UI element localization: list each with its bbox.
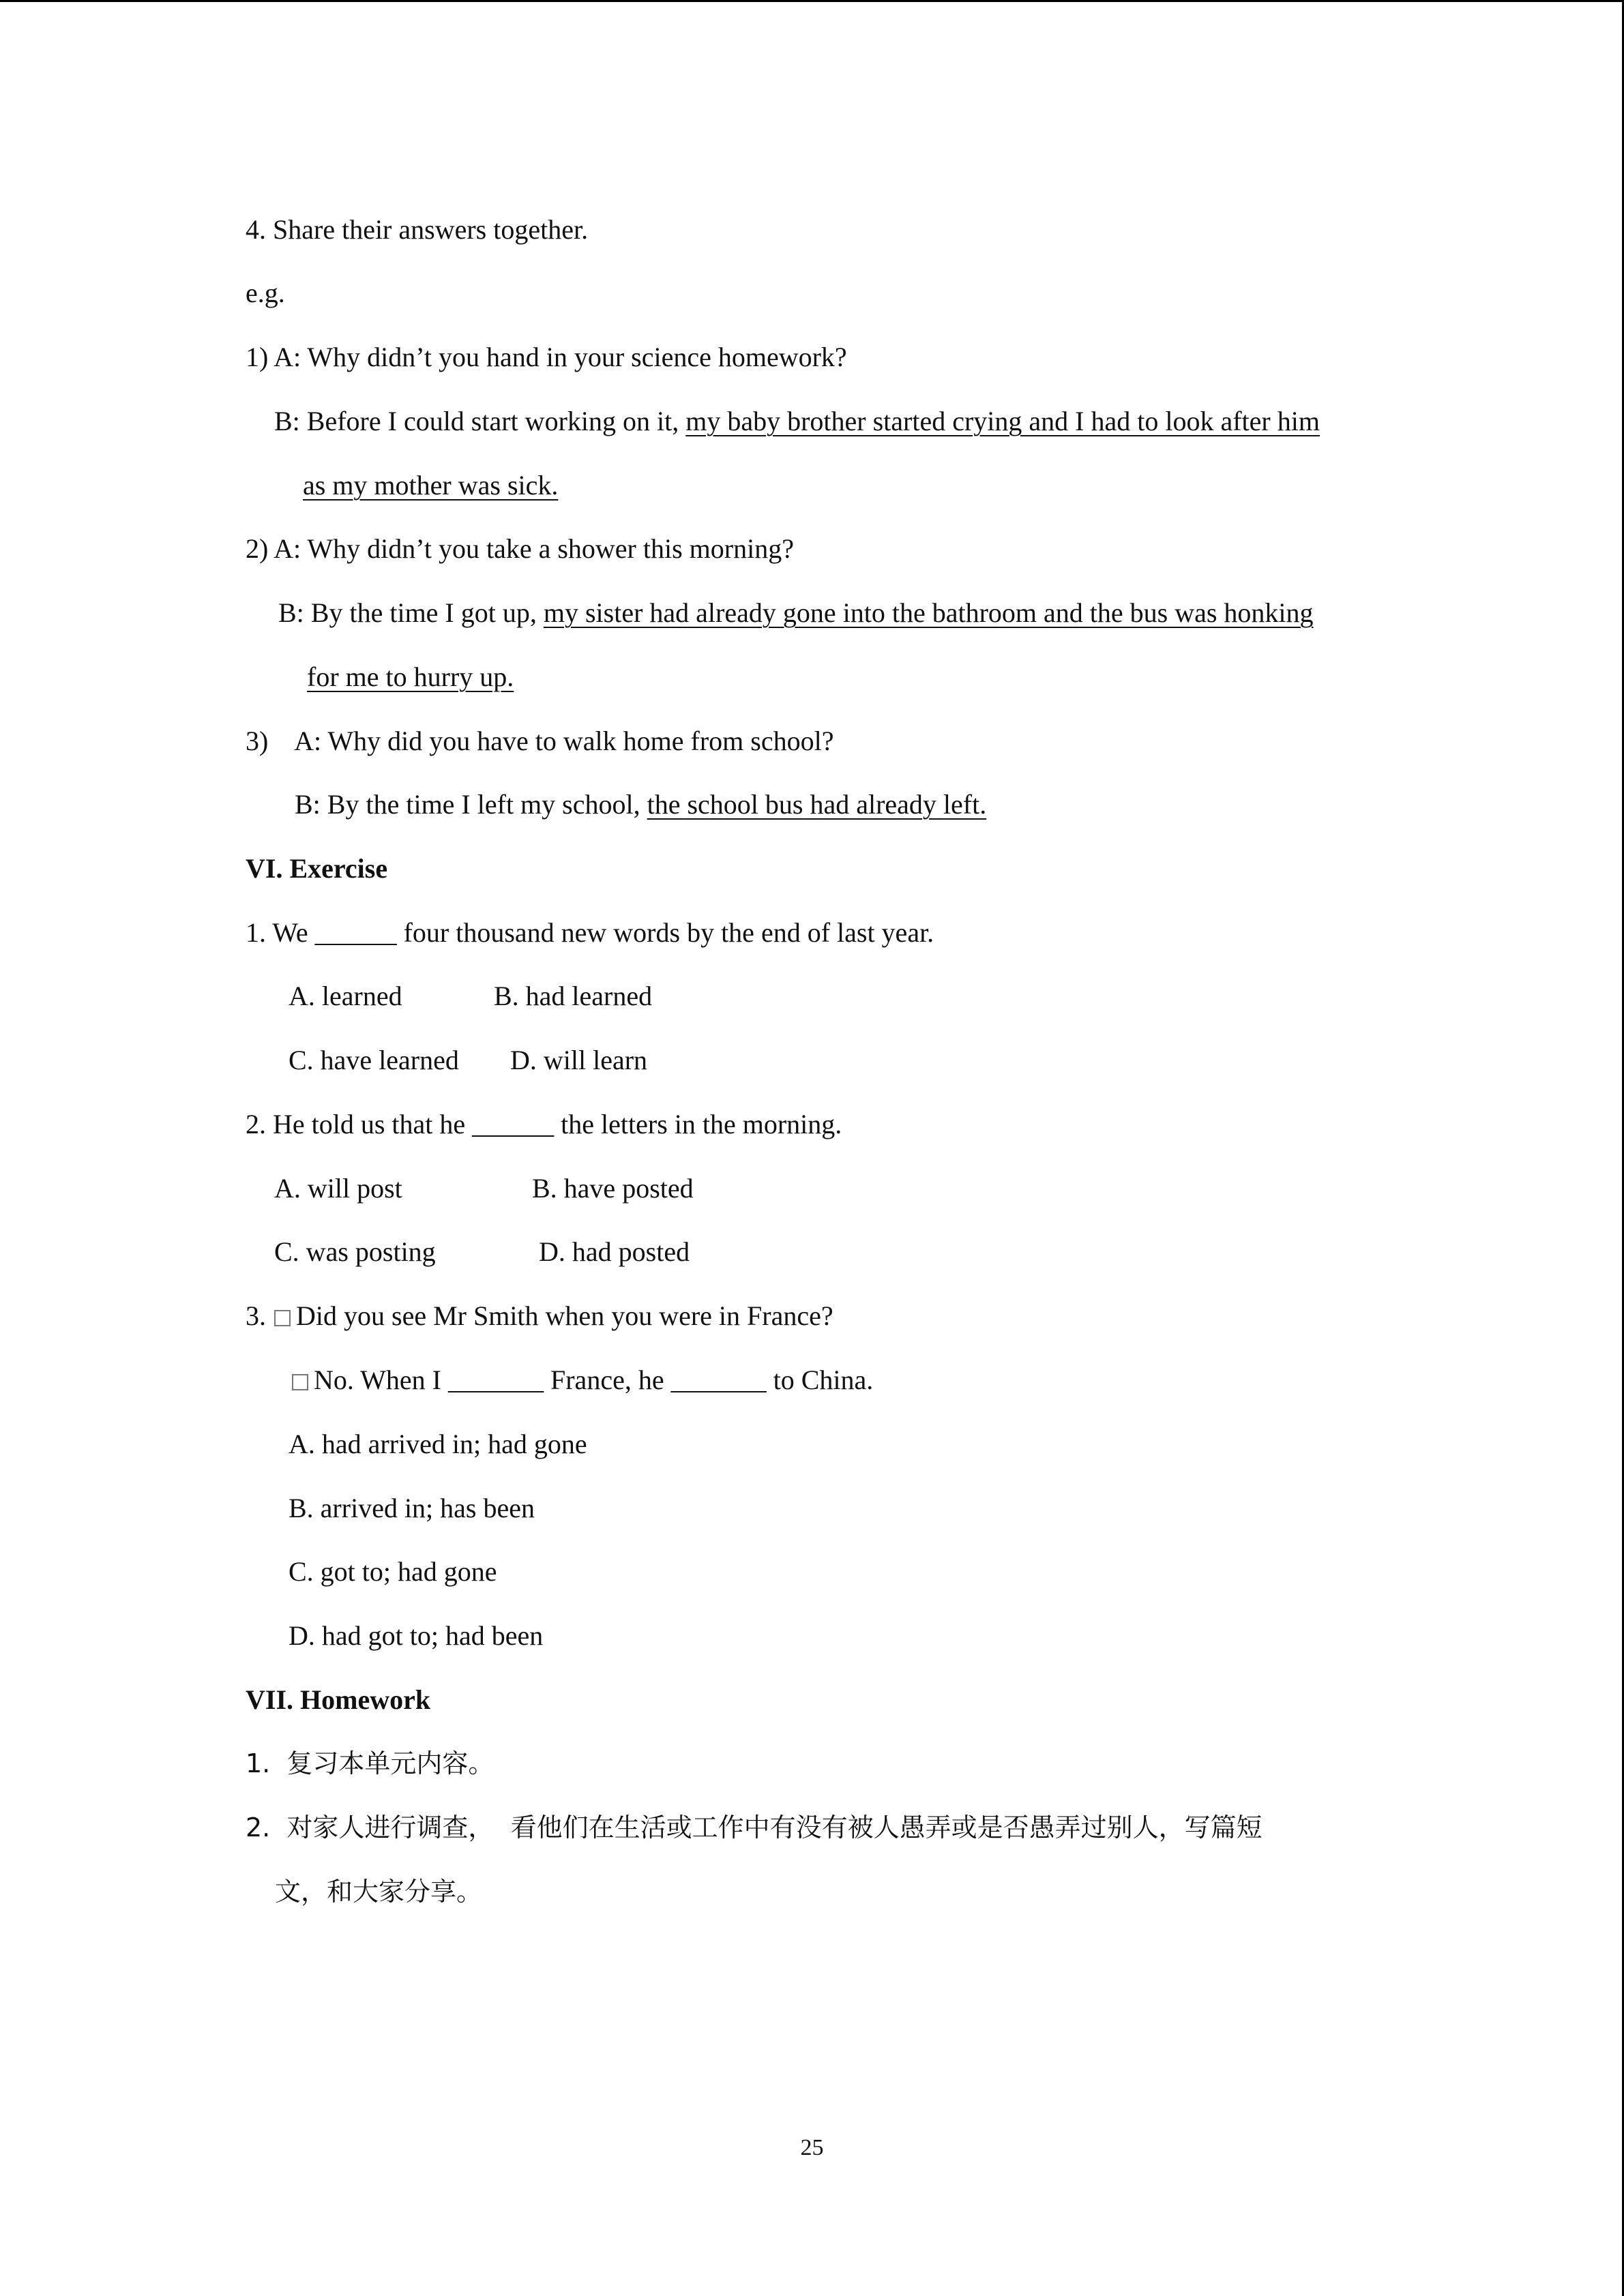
exercise-3-option-d: D. had got to; had been (289, 1620, 544, 1651)
dialogue-2-question: 2) A: Why didn’t you take a shower this morning? (246, 533, 794, 564)
dialogue-1-answer-continued (303, 469, 558, 502)
homework-heading: VII. Homework (246, 1684, 431, 1715)
exercise-3-question-text: Did you see Mr Smith when you were in France? (296, 1300, 833, 1331)
exercise-1-option-c: C. have learned (289, 1045, 459, 1075)
dialogue-1-answer-prefix: B: Before I could start working on it, (274, 406, 686, 436)
exercise-1-question: 1. We ______ four thousand new words by the end of last year. (246, 917, 934, 948)
dialogue-1-answer-underlined: my baby brother started crying and I had to look after him (685, 406, 1320, 436)
page-number: 25 (800, 2135, 824, 2160)
exercise-2-question: 2. He told us that he ______ the letters in the morning. (246, 1109, 842, 1139)
homework-item-1: 1. 复习本单元内容。 (246, 1748, 494, 1778)
exercise-3-option-c: C. got to; had gone (289, 1556, 497, 1587)
eg-label: e.g. (246, 278, 285, 308)
dialogue-1-answer (274, 405, 1320, 438)
dialogue-2-answer-underlined: my sister had already gone into the bathroom and the bus was honking (543, 597, 1314, 628)
exercise-heading: VI. Exercise (246, 853, 388, 884)
dialogue-3-answer-prefix: B: By the time I left my school, (295, 789, 647, 820)
homework-item-2: 2. 对家人进行调查， 看他们在生活或工作中有没有被人愚弄或是否愚弄过别人，写篇短 (246, 1813, 1263, 1843)
dialogue-2-answer-prefix: B: By the time I got up, (278, 597, 544, 628)
dialogue-2-answer-continued (307, 661, 514, 694)
exercise-2-option-a: A. will post (274, 1173, 402, 1204)
missing-glyph-box (274, 1310, 291, 1326)
dialogue-1-answer-underlined-2: as my mother was sick. (303, 470, 559, 501)
homework-item-2-continued: 文，和大家分享。 (275, 1877, 483, 1907)
share-answers-line: 4. Share their answers together. (246, 214, 589, 245)
exercise-3-number: 3. (246, 1300, 266, 1331)
top-border (0, 0, 1624, 2)
dialogue-2-answer-underlined-2: for me to hurry up. (307, 661, 514, 692)
dialogue-2-answer (278, 597, 1314, 629)
exercise-2-option-c: C. was posting (274, 1236, 436, 1267)
dialogue-3-answer-underlined: the school bus had already left. (647, 789, 987, 820)
exercise-3-response-text: No. When I _______ France, he _______ to China. (314, 1365, 874, 1395)
exercise-1-option-d: D. will learn (510, 1045, 648, 1075)
exercise-1-option-a: A. learned (289, 981, 402, 1011)
exercise-3-question (246, 1300, 833, 1332)
dialogue-1-question: 1) A: Why didn’t you hand in your science homework? (246, 342, 847, 372)
exercise-2-option-b: B. have posted (532, 1173, 694, 1204)
dialogue-3-answer (295, 788, 986, 821)
dialogue-3-question: 3) A: Why did you have to walk home from school? (246, 726, 834, 756)
exercise-1-option-b: B. had learned (494, 981, 653, 1011)
exercise-3-response (291, 1364, 873, 1397)
exercise-3-option-b: B. arrived in; has been (289, 1493, 535, 1523)
exercise-2-option-d: D. had posted (539, 1236, 690, 1267)
exercise-3-option-a: A. had arrived in; had gone (289, 1429, 587, 1459)
missing-glyph-box (292, 1374, 308, 1390)
